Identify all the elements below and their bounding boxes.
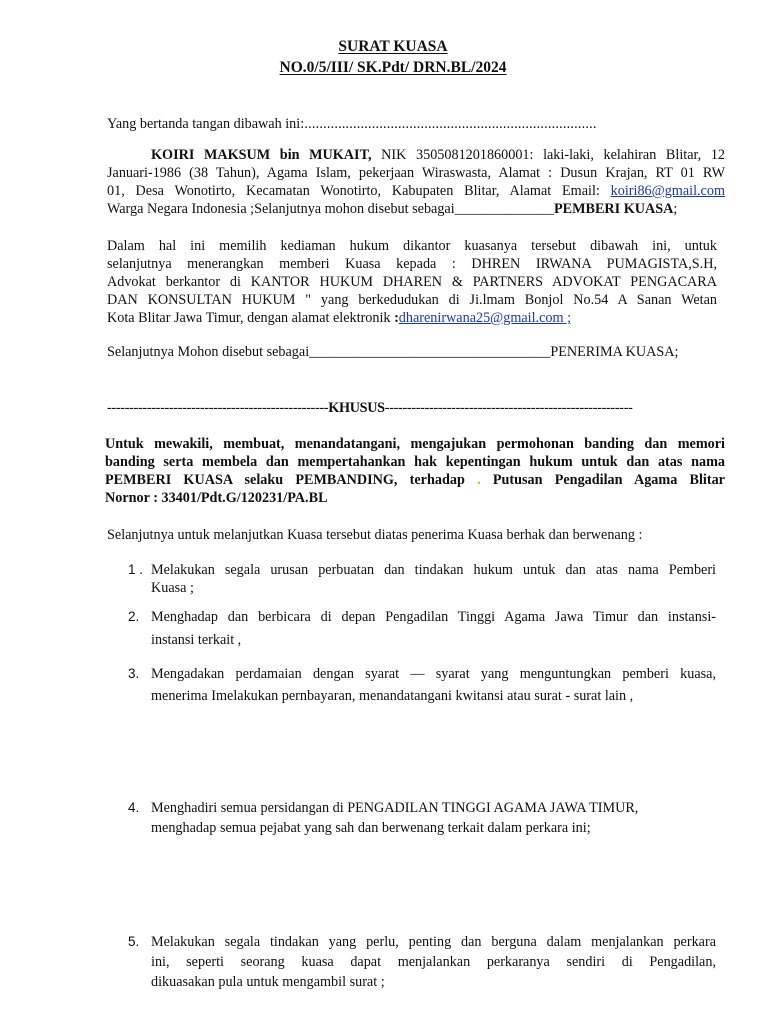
khusus-right-rule: --------------------------------------------------------: [384, 400, 633, 416]
purpose-line-1: Untuk mewakili, membuat, menandatangani, mengajukan permohonan banding dan memori: [105, 436, 725, 452]
power-1-line-1: Melakukan segala urusan perbuatan dan tindakan hukum untuk dan atas nama Pemberi: [151, 562, 716, 578]
domicile-line-2: selanjutnya menerangkan memberi Kuasa kepada : DHREN IRWANA PUMAGISTA,S.H,: [107, 256, 717, 272]
document-number: NO.0/5/III/ SK.Pdt/ DRN.BL/2024: [279, 59, 507, 76]
intro-line: [107, 115, 597, 133]
power-5-line-3: dikuasakan pula untuk mengambil surat ;: [151, 974, 385, 990]
power-5-number: 5.: [128, 934, 140, 949]
purpose-mark: .: [477, 472, 481, 488]
grantor-role-end: ;: [673, 201, 678, 217]
purpose-line-3: [105, 471, 725, 489]
grantor-role: PEMBERI KUASA: [553, 201, 674, 217]
purpose-line-3-text: PEMBERI KUASA selaku PEMBANDING, terhadap: [105, 472, 465, 488]
grantee-role: PENERIMA KUASA;: [550, 344, 679, 360]
grantor-details-2: Januari-1986 (38 Tahun), Agama Islam, pekerjaan Wiraswasta, Alamat : Dusun Krajan, RT 01 RW: [107, 165, 725, 181]
purpose-line-4: Nornor : 33401/Pdt.G/120231/PA.BL: [105, 490, 328, 506]
document-title: SURAT KUASA: [338, 38, 448, 55]
power-2-line-1: Menghadap dan berbicara di depan Pengadilan Tinggi Agama Jawa Timur dan instansi-: [151, 609, 716, 625]
grantor-email-link[interactable]: koiri86@gmail.com: [610, 183, 725, 199]
power-3-line-2: menerima Imelakukan pernbayaran, menandatangani kwitansi atau surat - surat lain ,: [151, 688, 634, 704]
authority-intro: Selanjutnya untuk melanjutkan Kuasa tersebut diatas penerima Kuasa berhak dan berwenang :: [107, 527, 643, 543]
grantor-name: KOIRI MAKSUM bin MUKAIT,: [151, 147, 372, 163]
khusus-divider: [107, 399, 633, 417]
grantee-label: Selanjutnya Mohon disebut sebagai: [107, 344, 310, 360]
domicile-colon: :: [394, 310, 399, 326]
power-2-number: 2.: [128, 609, 140, 624]
purpose-line-2: banding serta membela dan mempertahankan hak kepentingan hukum untuk dan atas nama: [105, 454, 725, 470]
domicile-line-4: DAN KONSULTAN HUKUM " yang berkedudukan di Ji.lmam Bonjol No.54 A Sanan Wetan: [107, 292, 717, 308]
power-4-line-2: menghadap semua pejabat yang sah dan berwenang terkait dalam perkara ini;: [151, 820, 591, 836]
power-3-line-1: Mengadakan perdamaian dengan syarat — syarat yang menguntungkan pemberi kuasa,: [151, 666, 716, 682]
domicile-line-5-text: Kota Blitar Jawa Timur, dengan alamat elektronik: [107, 310, 391, 326]
power-5-line-2: ini, seperti seorang kuasa dapat menjalankan perkaranya sendiri di Pengadilan,: [151, 954, 716, 970]
grantor-line-3: [107, 182, 725, 200]
domicile-line-3: Advokat berkantor di KANTOR HUKUM DHAREN & PARTNERS ADVOKAT PENGACARA: [107, 274, 717, 290]
grantor-blank: ______________: [454, 201, 554, 217]
power-2-line-2: instansi terkait ,: [151, 632, 242, 648]
grantee-blank: __________________________________: [309, 344, 551, 360]
grantee-line: [107, 343, 678, 361]
khusus-label: KHUSUS: [328, 400, 385, 416]
grantor-line-1: [107, 146, 725, 164]
power-3-number: 3.: [128, 666, 140, 681]
grantor-citizenship: Warga Negara Indonesia ;Selanjutnya mohon disebut sebagai: [107, 201, 455, 217]
grantor-role-line: [107, 200, 677, 218]
intro-label: Yang bertanda tangan dibawah ini: [107, 116, 301, 132]
intro-dots: :..............................................................................: [300, 116, 597, 132]
power-4-number: 4.: [128, 800, 140, 815]
domicile-line-1: Dalam hal ini memilih kediaman hukum dikantor kuasanya tersebut dibawah ini, untuk: [107, 238, 717, 254]
domicile-email-link[interactable]: dharenirwana25@gmail.com ;: [398, 310, 572, 326]
power-4-line-1: Menghadiri semua persidangan di PENGADILAN TINGGI AGAMA JAWA TIMUR,: [151, 800, 639, 816]
khusus-left-rule: --------------------------------------------------: [107, 400, 329, 416]
grantor-details-3: 01, Desa Wonotirto, Kecamatan Wonotirto, Kabupaten Blitar, Alamat Email:: [107, 183, 600, 199]
domicile-line-5: [107, 309, 571, 327]
purpose-line-3-suffix: Putusan Pengadilan Agama Blitar: [492, 472, 725, 488]
power-5-line-1: Melakukan segala tindakan yang perlu, penting dan berguna dalam menjalankan perkara: [151, 934, 716, 950]
power-1-line-2: Kuasa ;: [151, 580, 194, 596]
power-1-number: 1 .: [128, 562, 144, 577]
grantor-details-1: NIK 3505081201860001: laki-laki, kelahiran Blitar, 12: [381, 147, 726, 163]
